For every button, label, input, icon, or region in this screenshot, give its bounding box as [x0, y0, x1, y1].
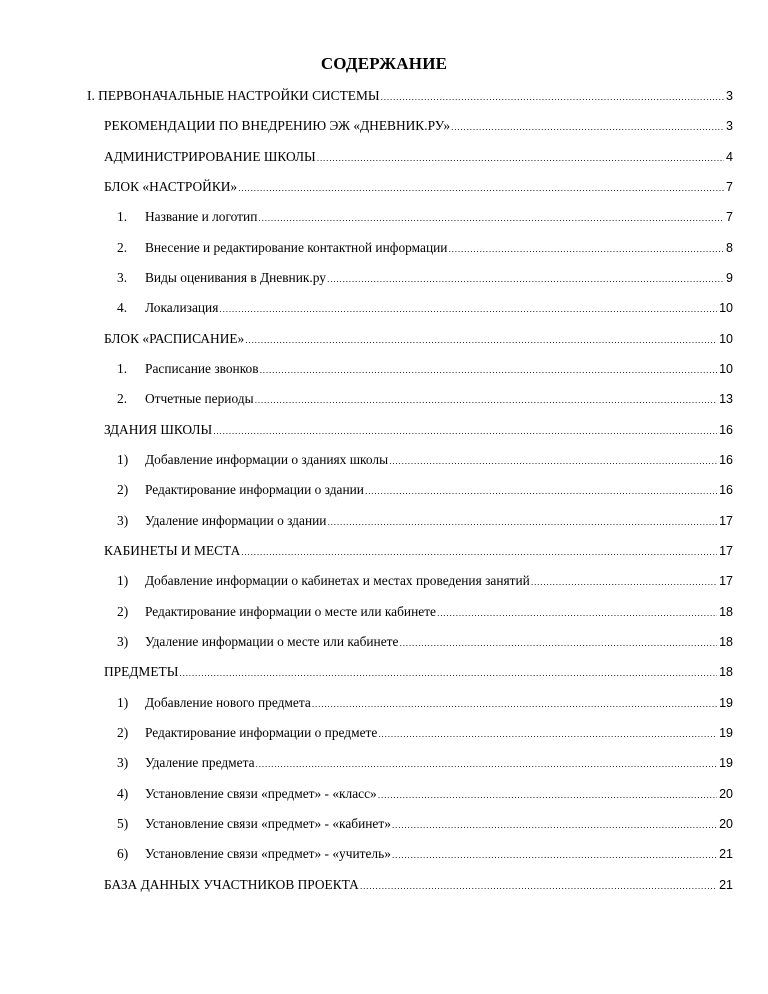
- toc-entry[interactable]: [117, 452, 733, 469]
- toc-page-number: 21: [719, 878, 733, 892]
- toc-entry-text: БЛОК «НАСТРОЙКИ»: [104, 179, 238, 194]
- toc-entry[interactable]: [117, 634, 733, 651]
- toc-entry-number: 1): [117, 573, 129, 588]
- toc-leader: [213, 423, 717, 439]
- toc-entry[interactable]: [117, 482, 733, 499]
- toc-entry[interactable]: [117, 695, 733, 712]
- toc-entry[interactable]: [117, 725, 733, 742]
- toc-entry-text: Добавление информации о кабинетах и местах проведения занятий: [145, 573, 530, 588]
- toc-leader: [389, 453, 717, 469]
- toc-entry-number: 1): [117, 695, 129, 710]
- toc-entry-text: Удаление информации о месте или кабинете: [145, 634, 399, 649]
- toc-entry-number: 5): [117, 816, 129, 831]
- toc-page-number: 3: [726, 119, 733, 133]
- toc-entry-number: 2.: [117, 391, 128, 406]
- toc-page-number: 10: [719, 301, 733, 315]
- toc-page-number: 20: [719, 787, 733, 801]
- toc-leader: [260, 362, 718, 378]
- toc-leader: [258, 210, 724, 226]
- toc-leader: [360, 878, 717, 894]
- toc-leader: [365, 483, 717, 499]
- toc-entry-number: 2): [117, 482, 129, 497]
- toc-page-number: 17: [719, 514, 733, 528]
- toc-entry-text: Внесение и редактирование контактной информации: [145, 240, 448, 255]
- toc-entry[interactable]: [104, 149, 733, 166]
- toc-leader: [399, 635, 717, 651]
- toc-entry[interactable]: [104, 543, 733, 560]
- toc-entry-number: 1): [117, 452, 129, 467]
- toc-entry[interactable]: [87, 88, 733, 105]
- toc-leader: [448, 241, 724, 257]
- toc-leader: [241, 544, 717, 560]
- toc-page-number: 13: [719, 392, 733, 406]
- toc-entry[interactable]: [117, 270, 733, 287]
- toc-leader: [451, 119, 724, 135]
- toc-entry-number: 2): [117, 725, 129, 740]
- toc-entry[interactable]: [104, 331, 733, 348]
- toc-page-number: 7: [726, 210, 733, 224]
- toc-entry[interactable]: [104, 664, 733, 681]
- toc-entry-number: 3): [117, 513, 129, 528]
- toc-entry[interactable]: [104, 118, 733, 135]
- toc-page-number: 4: [726, 150, 733, 164]
- toc-page-number: 19: [719, 756, 733, 770]
- toc-leader: [312, 696, 717, 712]
- toc-entry[interactable]: [117, 391, 733, 408]
- toc-entry-text: Отчетные периоды: [145, 391, 254, 406]
- toc-entry[interactable]: [117, 361, 733, 378]
- toc-entry-text: Установление связи «предмет» - «кабинет»: [145, 816, 391, 831]
- toc-entry[interactable]: [117, 573, 733, 590]
- toc-entry-text: Локализация: [145, 300, 219, 315]
- toc-entry-text: Редактирование информации о предмете: [145, 725, 378, 740]
- toc-entry-number: 1.: [117, 209, 128, 224]
- toc-entry[interactable]: [117, 513, 733, 530]
- toc-leader: [437, 605, 717, 621]
- toc-page-number: 19: [719, 726, 733, 740]
- toc-leader: [378, 787, 717, 803]
- toc-entry[interactable]: [104, 877, 733, 894]
- toc-leader: [392, 847, 717, 863]
- toc-entry[interactable]: [104, 179, 733, 196]
- toc-page-number: 3: [726, 89, 733, 103]
- toc-entry[interactable]: [117, 240, 733, 257]
- toc-entry[interactable]: [117, 786, 733, 803]
- toc-entry-text: Виды оценивания в Дневник.ру: [145, 270, 326, 285]
- toc-leader: [219, 301, 717, 317]
- toc-leader: [531, 574, 717, 590]
- toc-entry-number: 4.: [117, 300, 128, 315]
- toc-page-number: 8: [726, 241, 733, 255]
- toc-page-number: 7: [726, 180, 733, 194]
- toc-leader: [255, 392, 717, 408]
- toc-entry-number: 2): [117, 604, 129, 619]
- toc-leader: [327, 514, 717, 530]
- toc-page-number: 17: [719, 574, 733, 588]
- toc-page-number: 18: [719, 635, 733, 649]
- toc-entry-text: Удаление информации о здании: [145, 513, 327, 528]
- toc-entry-text: ПРЕДМЕТЫ: [104, 664, 179, 679]
- toc-leader: [317, 150, 724, 166]
- toc-leader: [256, 756, 718, 772]
- toc-entry-number: 6): [117, 846, 129, 861]
- toc-entry[interactable]: [117, 300, 733, 317]
- toc-page-number: 18: [719, 605, 733, 619]
- toc-entry-number: 3): [117, 755, 129, 770]
- toc-entry-text: Добавление нового предмета: [145, 695, 311, 710]
- toc-page-number: 18: [719, 665, 733, 679]
- toc-entry-text: Установление связи «предмет» - «класс»: [145, 786, 377, 801]
- toc-entry-text: Расписание звонков: [145, 361, 259, 376]
- toc-entry-number: 3): [117, 634, 129, 649]
- toc-leader: [378, 726, 717, 742]
- toc-entry-text: ЗДАНИЯ ШКОЛЫ: [104, 422, 213, 437]
- toc-page-number: 20: [719, 817, 733, 831]
- toc-entry-text: Редактирование информации о здании: [145, 482, 364, 497]
- toc-leader: [179, 665, 717, 681]
- toc-entry-text: Название и логотип: [145, 209, 258, 224]
- toc-entry-number: 4): [117, 786, 129, 801]
- toc-page-number: 9: [726, 271, 733, 285]
- toc-entry[interactable]: [117, 816, 733, 833]
- toc-entry-text: АДМИНИСТРИРОВАНИЕ ШКОЛЫ: [104, 149, 316, 164]
- toc-entry-text: РЕКОМЕНДАЦИИ ПО ВНЕДРЕНИЮ ЭЖ «ДНЕВНИК.РУ»: [104, 118, 451, 133]
- toc-entry-text: Удаление предмета: [145, 755, 255, 770]
- toc-entry[interactable]: [117, 846, 733, 863]
- toc-page-number: 16: [719, 423, 733, 437]
- toc-leader: [381, 89, 725, 105]
- toc-leader: [238, 180, 724, 196]
- toc-leader: [392, 817, 717, 833]
- toc-page-number: 10: [719, 362, 733, 376]
- toc-entry-number: 1.: [117, 361, 128, 376]
- toc-page-number: 21: [719, 847, 733, 861]
- toc-page-number: 19: [719, 696, 733, 710]
- toc-page-number: 17: [719, 544, 733, 558]
- toc-entry-text: Добавление информации о зданиях школы: [145, 452, 389, 467]
- toc-entry[interactable]: [117, 604, 733, 621]
- toc-entry[interactable]: [117, 209, 733, 226]
- toc-entry-text: БЛОК «РАСПИСАНИЕ»: [104, 331, 245, 346]
- toc-entry-number: 3.: [117, 270, 128, 285]
- toc-leader: [327, 271, 724, 287]
- toc-page-number: 16: [719, 453, 733, 467]
- toc-entry[interactable]: [104, 422, 733, 439]
- toc-leader: [245, 332, 717, 348]
- toc-entry-number: 2.: [117, 240, 128, 255]
- toc-entry-text: БАЗА ДАННЫХ УЧАСТНИКОВ ПРОЕКТА: [104, 877, 359, 892]
- page-title: СОДЕРЖАНИЕ: [320, 54, 448, 73]
- toc-entry-text: Установление связи «предмет» - «учитель»: [145, 846, 391, 861]
- toc-entry-text: I. ПЕРВОНАЧАЛЬНЫЕ НАСТРОЙКИ СИСТЕМЫ: [87, 88, 380, 103]
- toc-page-number: 16: [719, 483, 733, 497]
- toc-page-number: 10: [719, 332, 733, 346]
- toc-entry-text: Редактирование информации о месте или кабинете: [145, 604, 436, 619]
- toc-entry-text: КАБИНЕТЫ И МЕСТА: [104, 543, 241, 558]
- toc-entry[interactable]: [117, 755, 733, 772]
